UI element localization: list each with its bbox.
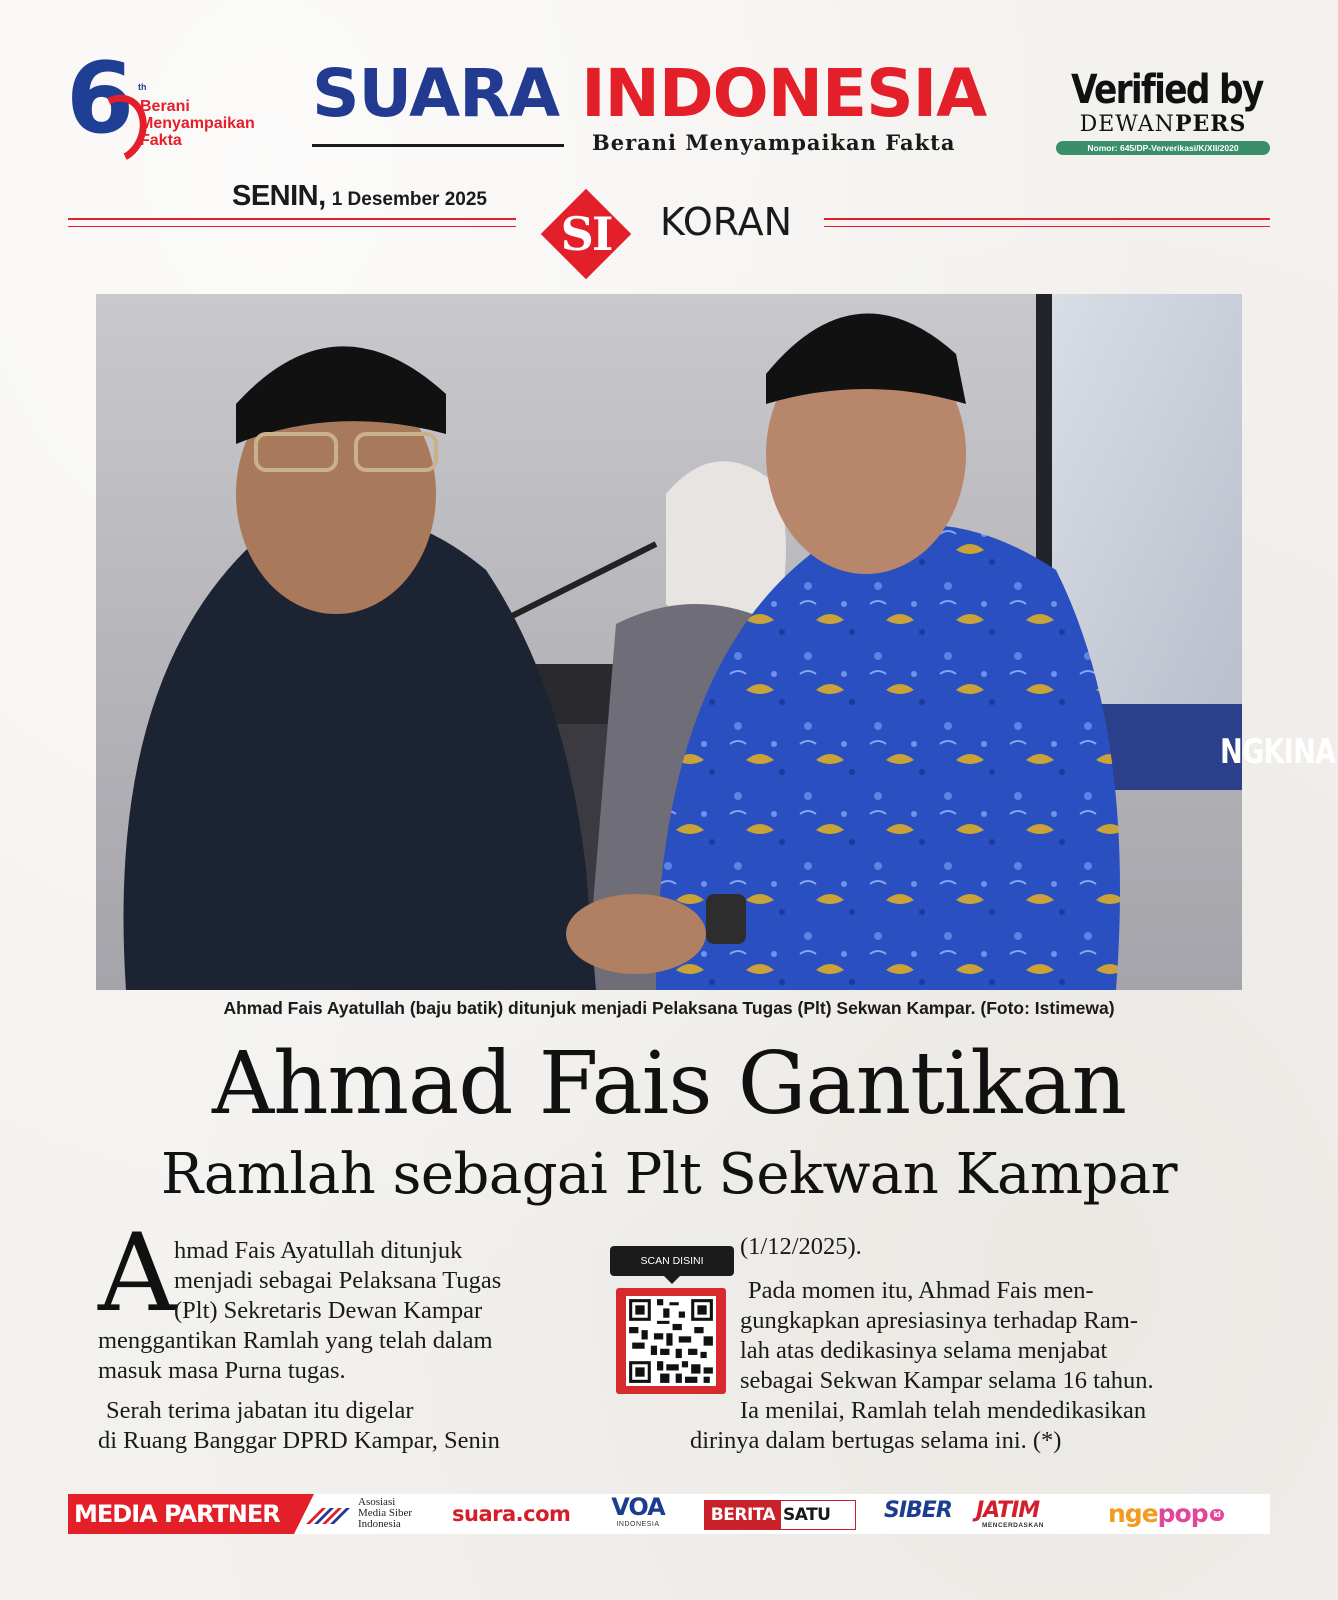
article-line: (1/12/2025).: [740, 1233, 862, 1260]
siberjatim-sub: MENCERDASKAN: [982, 1522, 1044, 1529]
brand-rule: [312, 144, 564, 147]
anniversary-tagline: Berani Menyampaikan Fakta: [140, 98, 255, 149]
article-line: di Ruang Banggar DPRD Kampar, Senin: [98, 1427, 500, 1454]
drop-cap: A: [98, 1211, 176, 1336]
qr-code-block[interactable]: [606, 1246, 736, 1406]
brand-name-part1: SUARA: [312, 55, 560, 132]
dewan-text: DEWAN: [1079, 112, 1175, 137]
article-line: menjadi sebagai Pelaksana Tugas: [174, 1267, 502, 1294]
anniversary-number: 6: [66, 42, 131, 156]
article-line: (Plt) Sekretaris Dewan Kampar: [174, 1297, 483, 1324]
masthead-divider-left: [68, 218, 516, 227]
verified-badge: [1056, 68, 1270, 164]
article-line: hmad Fais Ayatullah ditunjuk: [174, 1237, 463, 1264]
verification-number: Nomor: 645/DP-Ververikasi/K/XII/2020: [1056, 141, 1270, 155]
amsi-logo-icon: [304, 1504, 354, 1526]
ngepop-suffix: id: [1210, 1509, 1224, 1521]
partner-beritasatu[interactable]: [704, 1500, 856, 1530]
article-line: Serah terima jabatan itu digelar: [106, 1397, 414, 1424]
masthead-divider-right: [824, 218, 1270, 227]
ngepop-part1: nge: [1108, 1499, 1158, 1528]
amsi-line: Indonesia: [358, 1518, 401, 1530]
brand-name-part2: INDONESIA: [581, 55, 987, 132]
article-line: Pada momen itu, Ahmad Fais men-: [748, 1277, 1094, 1304]
beritasatu-part1: BERITA: [705, 1501, 781, 1529]
voa-logo: VOA: [611, 1493, 665, 1521]
media-partner-strip: [68, 1494, 1270, 1534]
partner-ngepop[interactable]: [1108, 1494, 1248, 1534]
amsi-text: [358, 1497, 412, 1530]
siberjatim-part1: SIBER: [884, 1498, 952, 1523]
article-line: menggantikan Ramlah yang telah dalam: [98, 1327, 493, 1354]
amsi-line: Media Siber: [358, 1507, 413, 1519]
si-diamond-logo: [540, 188, 632, 280]
lead-photo: [96, 294, 1336, 990]
qr-scan-label: SCAN DISINI: [610, 1246, 734, 1276]
edition-label: KORAN: [660, 200, 793, 244]
voa-subtitle: INDONESIA: [616, 1521, 660, 1528]
qr-code[interactable]: [616, 1288, 726, 1394]
partner-amsi[interactable]: [304, 1494, 434, 1534]
issue-date: 1 Desember 2025: [331, 189, 487, 210]
partner-voa[interactable]: [608, 1494, 668, 1534]
photo-illustration: [96, 294, 1242, 990]
ngepop-part2: pop: [1157, 1499, 1208, 1528]
partner-suara[interactable]: suara.com: [452, 1502, 571, 1526]
photo-watch: [706, 894, 746, 944]
pers-text: PERS: [1174, 111, 1247, 137]
article-line: Ia menilai, Ramlah telah mendedikasikan: [740, 1397, 1147, 1424]
dewan-pers-text: [1056, 112, 1270, 137]
article-line: masuk masa Purna tugas.: [98, 1357, 346, 1384]
beritasatu-part2: SATU: [783, 1505, 831, 1525]
issue-day: SENIN,: [232, 180, 326, 212]
amsi-line: Asosiasi: [358, 1496, 396, 1508]
siberjatim-part2: JATIM: [976, 1498, 1040, 1523]
verified-by-text: Verified by: [1070, 67, 1263, 113]
qr-code-icon: [626, 1296, 716, 1386]
media-partner-label: MEDIA PARTNER: [68, 1494, 294, 1534]
headline: Ahmad Fais Gantikan: [212, 1034, 1126, 1134]
partner-siberjatim[interactable]: [884, 1494, 1074, 1534]
article-line: sebagai Sekwan Kampar selama 16 tahun.: [740, 1367, 1154, 1394]
photo-caption: Ahmad Fais Ayatullah (baju batik) ditunjuk menjadi Pelaksana Tugas (Plt) Sekwan Kampar. (Foto: Istimewa): [223, 998, 1115, 1018]
brand-slogan: Berani Menyampaikan Fakta: [592, 130, 956, 155]
article-line: lah atas dedikasinya selama menjabat: [740, 1337, 1108, 1364]
photo-handshake: [566, 894, 706, 974]
anniversary-logo: [66, 42, 296, 164]
brand-name: [312, 55, 987, 132]
dateline: [232, 180, 487, 213]
photo-wall-text: NGKINA: [1220, 732, 1336, 772]
logo-letters: SI: [560, 207, 612, 261]
article-line: gungkapkan apresiasinya terhadap Ram-: [740, 1307, 1138, 1334]
masthead-brand: [312, 55, 1032, 158]
article-line: dirinya dalam bertugas selama ini. (*): [690, 1427, 1062, 1454]
qr-label-arrow: [664, 1276, 680, 1284]
subheadline: Ramlah sebagai Plt Sekwan Kampar: [160, 1142, 1177, 1207]
anniversary-suffix: th: [138, 82, 147, 92]
